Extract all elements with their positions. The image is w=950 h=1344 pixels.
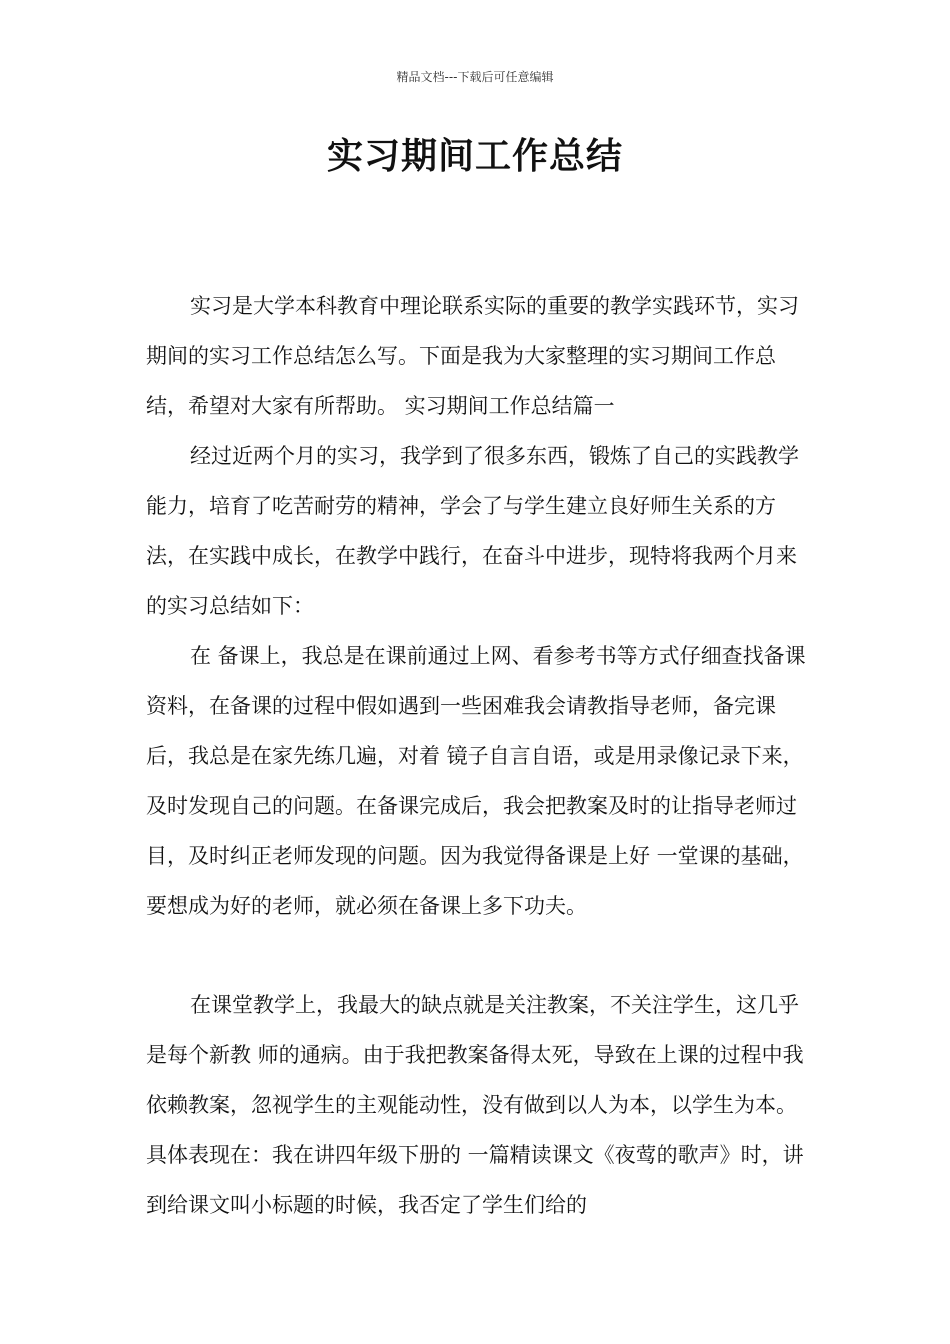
paragraph-lesson-prep: 在 备课上，我总是在课前通过上网、看参考书等方式仔细查找备课资料，在备课的过程中假如遇到一些困难我会请教指导老师，备完课后，我总是在家先练几遍，对着 镜子自言自语，或是用录像记录下来，及时发现自己的问题。在备课完成后，我会把教案及时的让指导老师过目，及时纠正老师发现的问题。因为我觉得备课是上好 一堂课的基础，要想成为好的老师，就必须在备课上多下功夫。 [146, 644, 806, 918]
paragraph-classroom: 在课堂教学上，我最大的缺点就是关注教案，不关注学生，这几乎是每个新教 师的通病。由于我把教案备得太死，导致在上课的过程中我依赖教案，忽视学生的主观能动性，没有做到以人为本，以学生为本。具体表现在：我在讲四年级下册的 一篇精读课文《夜莺的歌声》时，讲到给课文叫小标题的时候，我否定了学生们给的 [146, 993, 804, 1217]
paragraph-gap [146, 931, 806, 980]
document-title: 实习期间工作总结 [326, 136, 623, 177]
paragraph-summary: 经过近两个月的实习，我学到了很多东西，锻炼了自己的实践教学能力，培育了吃苦耐劳的精神，学会了与学生建立良好师生关系的方法，在实践中成长，在教学中践行，在奋斗中进步，现特将我两个月来的实习总结如下： [146, 444, 799, 618]
paragraph-intro: 实习是大学本科教育中理论联系实际的重要的教学实践环节，实习期间的实习工作总结怎么写。下面是我为大家整理的实习期间工作总结，希望对大家有所帮助。 实习期间工作总结篇一 [146, 294, 799, 418]
document-body [146, 281, 806, 1230]
page-header: 精品文档---下载后可任意编辑 [396, 70, 554, 84]
